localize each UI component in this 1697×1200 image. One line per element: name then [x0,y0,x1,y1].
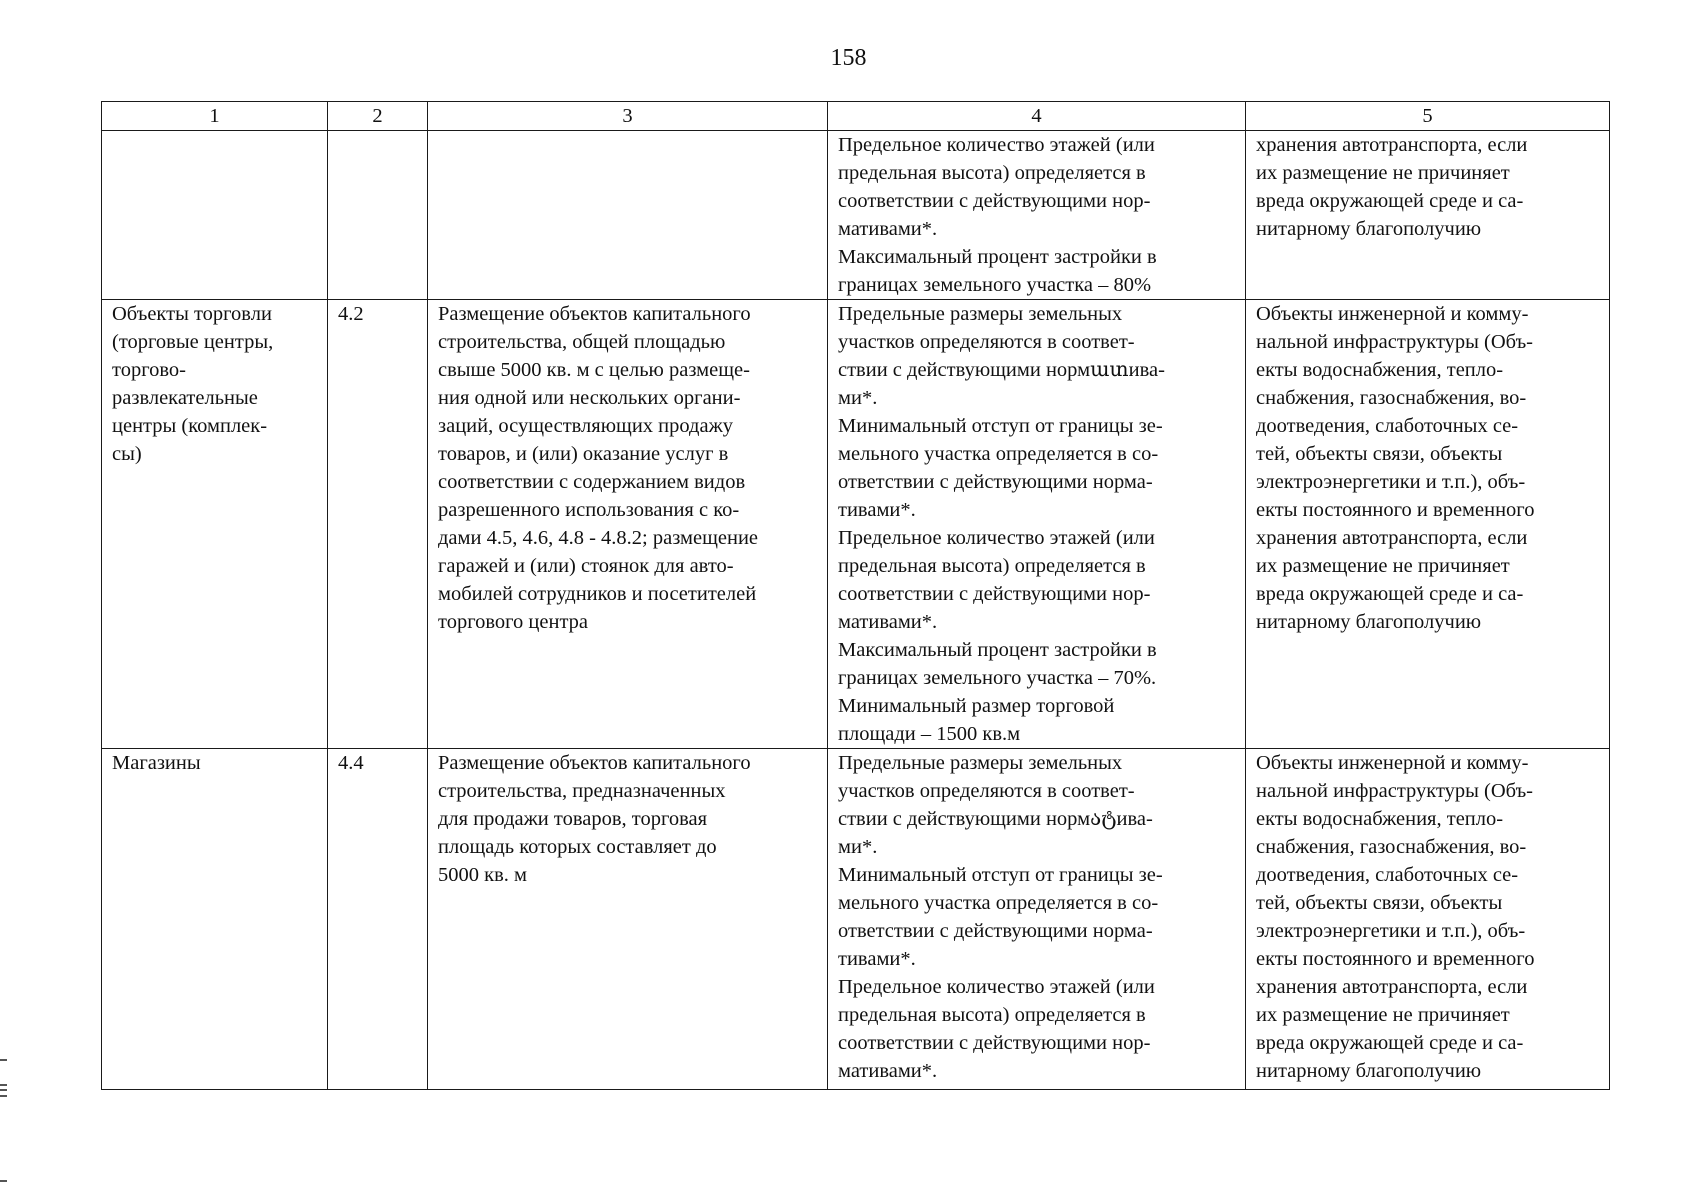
header-col-4: 4 [828,102,1246,131]
row-cell-use-name [102,131,328,300]
row-cell-auxiliary: Объекты инженерной и комму- нальной инфраструктуры (Объ- екты водоснабжения, тепло- снабжения, газоснабжения, во- доотведения, слаботочных се- тей, объекты связи, объекты электроэнергетики и т.п.), объ- екты постоянного и временного хранения автотранспорта, если их размещение не причиняет вреда окружающей среде и са- нитарному благополучию [1246,300,1610,749]
header-col-2: 2 [328,102,428,131]
row-cell-code [328,131,428,300]
header-col-5: 5 [1246,102,1610,131]
table-row [102,131,1610,300]
row-cell-parameters: Предельное количество этажей (или предельная высота) определяется в соответствии с действующими нор- мативами*. Максимальный процент застройки в границах земельного участка – 80% [828,131,1246,300]
row-cell-code: 4.4 [328,749,428,1090]
margin-mark [0,1059,7,1061]
row-cell-description: Размещение объектов капитального строительства, предназначенных для продажи товаров, торговая площадь которых составляет до 5000 кв. м [428,749,828,1090]
regulations-table [101,101,1610,1090]
row-cell-description: Размещение объектов капитального строительства, общей площадью свыше 5000 кв. м с целью размеще- ния одной или нескольких органи- заций, осуществляющих продажу товаров, и (или) оказание услуг в соответствии с содержанием видов разрешенного использования с ко- дами 4.5, 4.6, 4.8 - 4.8.2; размещение гаражей и (или) стоянок для авто- мобилей сотрудников и посетителей торгового центра [428,300,828,749]
margin-mark [0,1095,7,1097]
row-cell-use-name: Магазины [102,749,328,1090]
margin-mark [0,1180,7,1182]
row-cell-parameters: Предельные размеры земельных участков определяются в соответ- ствии с действующими нормატива- ми*. Минимальный отступ от границы зе- мельного участка определяется в со- ответствии с действующими норма- тивами*. Предельное количество этажей (или предельная высота) определяется в соответствии с действующими нор- мативами*. [828,749,1246,1090]
row-cell-code: 4.2 [328,300,428,749]
page-number: 158 [830,45,867,71]
table-row [102,749,1610,1090]
header-col-1: 1 [102,102,328,131]
row-cell-auxiliary: Объекты инженерной и комму- нальной инфраструктуры (Объ- екты водоснабжения, тепло- снабжения, газоснабжения, во- доотведения, слаботочных се- тей, объекты связи, объекты электроэнергетики и т.п.), объ- екты постоянного и временного хранения автотранспорта, если их размещение не причиняет вреда окружающей среде и са- нитарному благополучию [1246,749,1610,1090]
row-cell-parameters: Предельные размеры земельных участков определяются в соответ- ствии с действующими нормատива- ми*. Минимальный отступ от границы зе- мельного участка определяется в со- ответствии с действующими норма- тивами*. Предельное количество этажей (или предельная высота) определяется в соответствии с действующими нор- мативами*. Максимальный процент застройки в границах земельного участка – 70%. Минимальный размер торговой площади – 1500 кв.м [828,300,1246,749]
margin-mark [0,1084,7,1086]
row-cell-description [428,131,828,300]
table-row [102,300,1610,749]
margin-mark [0,1089,7,1091]
row-cell-use-name: Объекты торговли (торговые центры, торгово- развлекательные центры (комплек- сы) [102,300,328,749]
row-cell-auxiliary: хранения автотранспорта, если их размещение не причиняет вреда окружающей среде и са- нитарному благополучию [1246,131,1610,300]
header-col-3: 3 [428,102,828,131]
table-header-row [102,102,1610,131]
